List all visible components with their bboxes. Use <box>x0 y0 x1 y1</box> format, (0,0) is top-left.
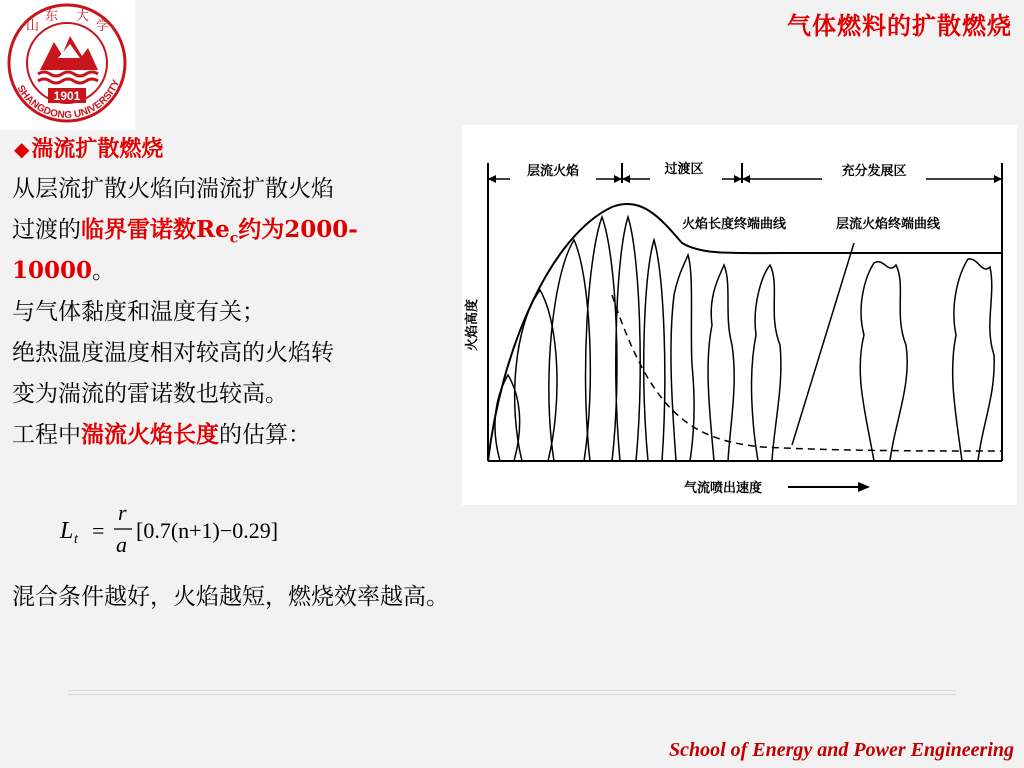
laminar-curve-label: 层流火焰终端曲线 <box>836 217 941 232</box>
paragraph-line-6: 变为湍流的雷诺数也较高。 <box>12 381 288 407</box>
paragraph-line-7 <box>12 416 442 454</box>
paragraph-line-1: 从层流扩散火焰向湍流扩散火焰 <box>12 176 334 202</box>
bullet-title: 湍流扩散燃烧 <box>31 136 164 162</box>
region-fully-developed: 充分发展区 <box>841 164 907 179</box>
slide-title: 气体燃料的扩散燃烧 <box>787 11 1012 40</box>
length-curve-label: 火焰长度终端曲线 <box>682 217 787 232</box>
paragraph-line-5: 绝热温度温度相对较高的火焰转 <box>12 340 334 366</box>
formula-lhs-subscript: t <box>74 532 78 547</box>
line2-prefix: 过渡的 <box>12 217 81 243</box>
paragraph-line-2 <box>12 211 442 258</box>
flame-length-formula <box>40 500 380 560</box>
reynolds-range-start: 约为2000- <box>238 216 358 243</box>
logo-cn-char-3: 大 <box>76 9 90 24</box>
region-laminar: 层流火焰 <box>526 164 580 179</box>
divider-line-bottom <box>68 694 956 695</box>
x-axis-label: 气流喷出速度 <box>684 481 763 496</box>
reynolds-subscript: c <box>229 230 239 247</box>
paragraph-line-4: 与气体黏度和温度有关； <box>12 299 265 325</box>
reynolds-range-end: 10000 <box>12 257 93 284</box>
diamond-bullet-icon: ◆ <box>14 137 30 161</box>
y-axis-label: 火焰高度 <box>465 298 480 352</box>
logo-year: 1901 <box>53 89 81 103</box>
formula-rhs: [0.7(n+1)−0.29] <box>136 518 279 543</box>
formula-numerator: r <box>118 500 127 525</box>
line7-prefix: 工程中 <box>12 422 81 448</box>
logo-cn-char-4: 学 <box>96 19 110 34</box>
divider-line-top <box>68 690 956 691</box>
university-logo <box>0 0 135 130</box>
bullet-heading <box>14 132 163 163</box>
paragraph-line-3 <box>12 252 442 290</box>
line7-suffix: 的估算： <box>219 422 311 448</box>
formula-equals: = <box>92 518 105 543</box>
formula-lhs: L <box>60 518 74 544</box>
arrow-right-icon <box>858 482 870 492</box>
logo-cn-char-1: 山 <box>26 19 40 34</box>
logo-english-name: SHANGDONG UNIVERSITY <box>14 78 123 121</box>
region-transition: 过渡区 <box>664 162 704 177</box>
turbulent-flame-length: 湍流火焰长度 <box>81 421 219 448</box>
logo-cn-char-2: 东 <box>45 9 59 24</box>
line3-suffix: 。 <box>92 258 116 284</box>
summary-text: 混合条件越好，火焰越短，燃烧效率越高。 <box>12 584 449 610</box>
flame-regime-figure <box>462 125 1017 505</box>
formula-denominator: a <box>116 532 127 557</box>
footer-school-name: School of Energy and Power Engineering <box>668 739 1014 761</box>
critical-reynolds-label: 临界雷诺数Re <box>81 216 230 243</box>
